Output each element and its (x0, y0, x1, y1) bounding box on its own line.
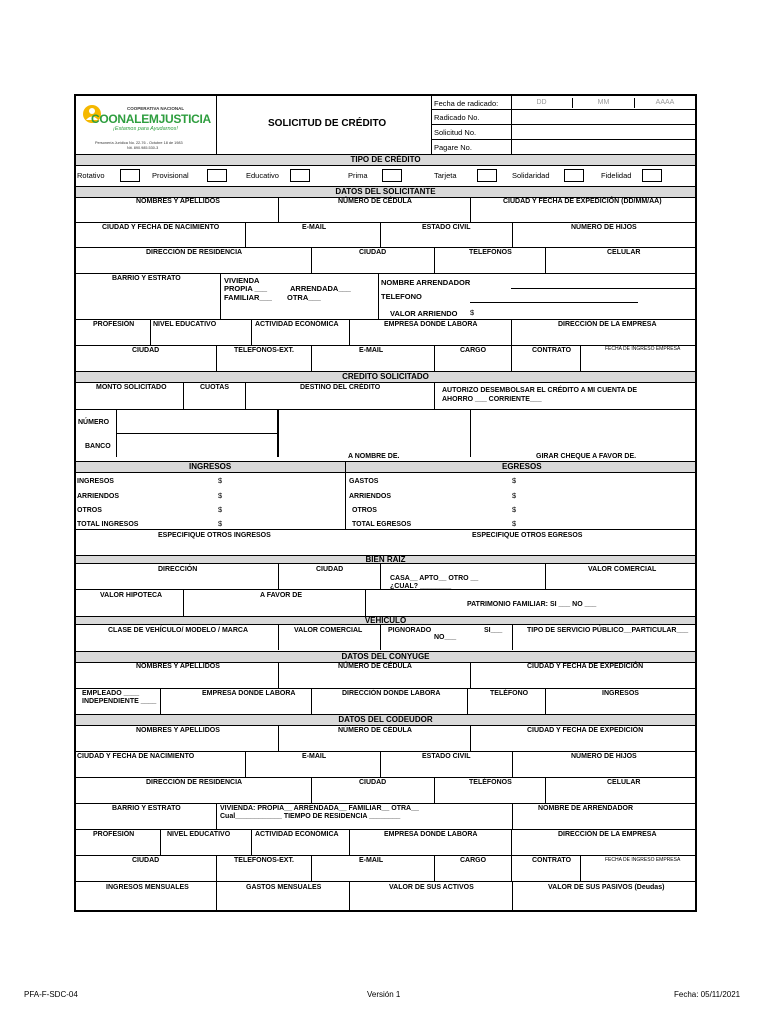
cod-nacimiento-label: CIUDAD Y FECHA DE NACIMIENTO (77, 753, 195, 760)
cred-banco-label: BANCO (85, 443, 111, 450)
br-cual-field[interactable]: ¿CUAL? ________ (390, 583, 452, 590)
sol-cargo-label: CARGO (460, 347, 487, 354)
sol-propia-option[interactable]: PROPIA ___ (224, 284, 268, 293)
veh-valor-label: VALOR COMERCIAL (294, 627, 363, 634)
sol-celular-label: CELULAR (607, 249, 641, 256)
logo (79, 100, 214, 152)
sol-actividad-label: ACTIVIDAD ECONÓMICA (255, 321, 339, 328)
sol-valor-arriendo-label: VALOR ARRIENDO (390, 309, 458, 318)
cod-celular-label: CELULAR (607, 779, 641, 786)
sol-hijos-label: NÚMERO DE HIJOS (571, 224, 637, 231)
logo-tagline: ¡Estamos para Ayudarnos! (113, 126, 178, 132)
pagare-no-label: Pagare No. (434, 143, 472, 152)
logo-small-text: COOPERATIVA NACIONAL (127, 106, 185, 111)
cred-destino-label: DESTINO DEL CRÉDITO (300, 384, 381, 391)
cod-direccion-label: DIRECCIÓN DE RESIDENCIA (146, 779, 243, 786)
cony-ingresos-label: INGRESOS (602, 690, 639, 697)
cod-ciudad-label: CIUDAD (359, 779, 387, 786)
br-patrimonio-option[interactable]: PATRIMONIO FAMILIAR: SI ___ NO ___ (467, 601, 597, 608)
egr-especifique-label: ESPECIFIQUE OTROS EGRESOS (472, 532, 583, 539)
cod-telefonos-label: TELÉFONOS (469, 779, 512, 786)
sol-dir-empresa-label: DIRECCIÓN DE LA EMPRESA (558, 321, 657, 328)
cony-expedicion-label: CIUDAD Y FECHA DE EXPEDICIÓN (527, 663, 644, 670)
cod-ingresos-mensuales-label: INGRESOS MENSUALES (106, 884, 189, 891)
cred-autorizo-line2[interactable]: AHORRO ___ CORRIENTE___ (442, 396, 542, 403)
sol-familiar-option[interactable]: FAMILIAR___ (224, 293, 272, 302)
egr-gastos-label: GASTOS (349, 478, 379, 485)
section-bien-raiz: BIEN RAIZ (76, 555, 695, 564)
solicitud-no-field[interactable] (512, 125, 695, 139)
sol-telefono-label: TELEFONO (381, 292, 422, 301)
ing-ingresos-dollar: $ (218, 476, 223, 485)
option-rotativo-checkbox[interactable] (120, 169, 140, 182)
ing-otros-label: OTROS (77, 507, 102, 514)
cod-email-label: E-MAIL (302, 753, 327, 760)
egr-arriendos-label: ARRIENDOS (349, 493, 392, 500)
egr-gastos-dollar: $ (512, 476, 517, 485)
sol-arrendada-option[interactable]: ARRENDADA___ (290, 284, 351, 293)
ing-especifique-label: ESPECIFIQUE OTROS INGRESOS (158, 532, 271, 539)
footer-code: PFA-F-SDC-04 (24, 990, 78, 999)
option-prima-checkbox[interactable] (382, 169, 402, 182)
ing-arriendos-dollar: $ (218, 491, 223, 500)
ingresos-title: INGRESOS (189, 462, 232, 471)
section-tipo-credito: TIPO DE CRÉDITO (76, 154, 695, 166)
sol-barrio-label: BARRIO Y ESTRATO (112, 275, 181, 282)
sol-profesion-label: PROFESIÓN (93, 321, 135, 328)
cod-gastos-mensuales-label: GASTOS MENSUALES (246, 884, 322, 891)
cred-monto-label: MONTO SOLICITADO (96, 384, 167, 391)
option-educativo-label: Educativo (246, 171, 279, 180)
ing-ingresos-label: INGRESOS (77, 478, 114, 485)
sol-expedicion-label: CIUDAD Y FECHA DE EXPEDICIÓN (DD/MM/AA) (503, 198, 662, 205)
cod-nivel-label: NIVEL EDUCATIVO (167, 831, 231, 838)
cony-telefono-label: TELÉFONO (490, 690, 529, 697)
cony-independiente-option[interactable]: INDEPENDIENTE ____ (82, 698, 157, 705)
option-prima-label: Prima (348, 171, 368, 180)
solicitud-no-label: Solicitud No. (434, 128, 477, 137)
cod-arrendador-label: NOMBRE DE ARRENDADOR (538, 805, 634, 812)
sol-otra-option[interactable]: OTRA___ (287, 293, 321, 302)
sol-estado-civil-label: ESTADO CIVIL (422, 224, 471, 231)
option-tarjeta-checkbox[interactable] (477, 169, 497, 182)
section-vehiculo: VEHICULO (76, 616, 695, 625)
radicado-no-label: Radicado No. (434, 113, 480, 122)
egr-total-label: TOTAL EGRESOS (352, 521, 412, 528)
br-ciudad-label: CIUDAD (316, 566, 344, 573)
sol-ciudad-label: CIUDAD (359, 249, 387, 256)
cony-direccion-label: DIRECCIÓN DONDE LABORA (342, 690, 441, 697)
ing-total-label: TOTAL INGRESOS (77, 521, 139, 528)
section-solicitante: DATOS DEL SOLICITANTE (76, 186, 695, 198)
cod-contrato-label: CONTRATO (532, 857, 572, 864)
cod-barrio-label: BARRIO Y ESTRATO (112, 805, 181, 812)
section-conyuge: DATOS DEL CONYUGE (76, 651, 695, 663)
br-valor-comercial-label: VALOR COMERCIAL (588, 566, 657, 573)
cony-nombres-label: NOMBRES Y APELLIDOS (136, 663, 220, 670)
egr-otros-dollar: $ (512, 505, 517, 514)
cred-autorizo-line1: AUTORIZO DESEMBOLSAR EL CRÉDITO A MI CUENTA DE (442, 387, 638, 394)
sol-arrendador-label: NOMBRE ARRENDADOR (381, 278, 471, 287)
sol-telefonos-label: TELEFONOS (469, 249, 512, 256)
veh-pignorado-label: PIGNORADO (388, 627, 432, 634)
section-ingresos-egresos (76, 461, 695, 473)
logo-legal-2: Nit. 890.985.530-3 (127, 146, 159, 150)
sol-fecha-ingreso-label: FECHA DE INGRESO EMPRESA (605, 346, 681, 352)
br-a-favor-label: A FAVOR DE (260, 592, 303, 599)
sol-email-label: E-MAIL (302, 224, 327, 231)
cred-girar-label: GIRAR CHEQUE A FAVOR DE. (536, 453, 637, 460)
sol-empresa-label: EMPRESA DONDE LABORA (384, 321, 478, 328)
option-solidaridad-label: Solidaridad (512, 171, 550, 180)
egr-arriendos-dollar: $ (512, 491, 517, 500)
mm-field[interactable]: MM (597, 99, 610, 106)
credit-application-form (74, 94, 697, 912)
egr-otros-label: OTROS (352, 507, 377, 514)
sol-telefono-field[interactable] (470, 302, 638, 303)
sol-tel-ext-label: TELEFONOS-EXT. (234, 347, 294, 354)
br-valor-hipoteca-label: VALOR HIPOTECA (100, 592, 163, 599)
sol-nombres-label: NOMBRES Y APELLIDOS (136, 198, 220, 205)
aaaa-field[interactable]: AAAA (655, 99, 675, 106)
cod-cual-field[interactable]: Cual____________ TIEMPO DE RESIDENCIA ________ (220, 813, 401, 820)
option-rotativo-label: Rotativo (77, 171, 105, 180)
cony-empresa-label: EMPRESA DONDE LABORA (202, 690, 296, 697)
footer-version: Versión 1 (367, 990, 401, 999)
sol-contrato-label: CONTRATO (532, 347, 572, 354)
option-tarjeta-label: Tarjeta (434, 171, 457, 180)
veh-clase-label: CLASE DE VEHÍCULO/ MODELO / MARCA (108, 627, 249, 634)
cod-vivienda-option[interactable]: VIVIENDA: PROPIA__ ARRENDADA__ FAMILIAR__ OTRA__ (220, 805, 419, 812)
option-fidelidad-checkbox[interactable] (642, 169, 662, 182)
br-casa-option[interactable]: CASA__ APTO__ OTRO __ (390, 575, 479, 582)
sol-arrendador-field[interactable] (511, 288, 695, 289)
veh-servicio-option[interactable]: TIPO DE SERVICIO PÚBLICO__PARTICULAR___ (527, 627, 689, 634)
cod-cargo-label: CARGO (460, 857, 487, 864)
cod-activos-label: VALOR DE SUS ACTIVOS (389, 884, 474, 891)
veh-no-option[interactable]: NO___ (434, 634, 457, 641)
form-title: SOLICITUD DE CRÉDITO (268, 118, 387, 129)
cred-cuotas-label: CUOTAS (200, 384, 230, 391)
cod-nombres-label: NOMBRES Y APELLIDOS (136, 727, 220, 734)
sol-nacimiento-label: CIUDAD Y FECHA DE NACIMIENTO (102, 224, 220, 231)
cod-email2-label: E-MAIL (359, 857, 384, 864)
ing-otros-dollar: $ (218, 505, 223, 514)
sol-email2-label: E-MAIL (359, 347, 384, 354)
sol-nivel-label: NIVEL EDUCATIVO (153, 321, 217, 328)
logo-legal-1: Personería Jurídica No. 22-76 - Octubre 18 de 1983 (95, 141, 183, 145)
dd-field[interactable]: DD (536, 99, 547, 106)
cod-tel-ext-label: TELEFONOS-EXT. (234, 857, 294, 864)
cod-dir-empresa-label: DIRECCIÓN DE LA EMPRESA (558, 831, 657, 838)
radicado-no-field[interactable] (512, 110, 695, 124)
cod-actividad-label: ACTIVIDAD ECONÓMICA (255, 831, 339, 838)
cred-numero-label: NÚMERO (78, 419, 110, 426)
cod-profesion-label: PROFESIÓN (93, 831, 135, 838)
logo-brand: COONALEMJUSTICIA (91, 112, 211, 126)
cod-hijos-label: NÚMERO DE HIJOS (571, 753, 637, 760)
sol-cedula-label: NÚMERO DE CÉDULA (338, 198, 412, 205)
footer-date: Fecha: 05/11/2021 (674, 990, 741, 999)
cod-expedicion-label: CIUDAD Y FECHA DE EXPEDICIÓN (527, 727, 644, 734)
cod-cedula-label: NÚMERO DE CÉDULA (338, 727, 412, 734)
section-codeudor: DATOS DEL CODEUDOR (76, 714, 695, 726)
cony-cedula-label: NÚMERO DE CÉDULA (338, 663, 412, 670)
ing-arriendos-label: ARRIENDOS (77, 493, 120, 500)
sol-ciudad2-label: CIUDAD (132, 347, 160, 354)
egresos-title: EGRESOS (502, 462, 542, 471)
cod-ciudad2-label: CIUDAD (132, 857, 160, 864)
option-provisional-label: Provisional (152, 171, 189, 180)
sol-direccion-label: DIRECCIÓN DE RESIDENCIA (146, 249, 243, 256)
cod-estado-civil-label: ESTADO CIVIL (422, 753, 471, 760)
cred-banco-field[interactable] (116, 434, 278, 457)
fecha-radicado-label: Fecha de radicado: (434, 99, 499, 108)
sol-valor-arriendo-dollar: $ (470, 308, 475, 317)
section-credito: CREDITO SOLICITADO (76, 371, 695, 383)
option-fidelidad-label: Fidelidad (601, 171, 632, 180)
br-direccion-label: DIRECCIÓN (158, 566, 198, 573)
cod-pasivos-label: VALOR DE SUS PASIVOS (Deudas) (548, 884, 665, 891)
cod-fecha-ingreso-label: FECHA DE INGRESO EMPRESA (605, 857, 681, 863)
ing-total-dollar: $ (218, 519, 223, 528)
veh-si-option[interactable]: SI___ (484, 627, 503, 634)
option-solidaridad-checkbox[interactable] (564, 169, 584, 182)
sol-vivienda-label: VIVIENDA (224, 276, 260, 285)
cod-empresa-label: EMPRESA DONDE LABORA (384, 831, 478, 838)
option-educativo-checkbox[interactable] (290, 169, 310, 182)
cred-numero-field[interactable] (116, 409, 278, 434)
pagare-no-field[interactable] (512, 140, 695, 154)
cony-empleado-option[interactable]: EMPLEADO ____ (82, 690, 140, 697)
option-provisional-checkbox[interactable] (207, 169, 227, 182)
egr-total-dollar: $ (512, 519, 517, 528)
cred-a-nombre-label: A NOMBRE DE. (348, 453, 400, 460)
